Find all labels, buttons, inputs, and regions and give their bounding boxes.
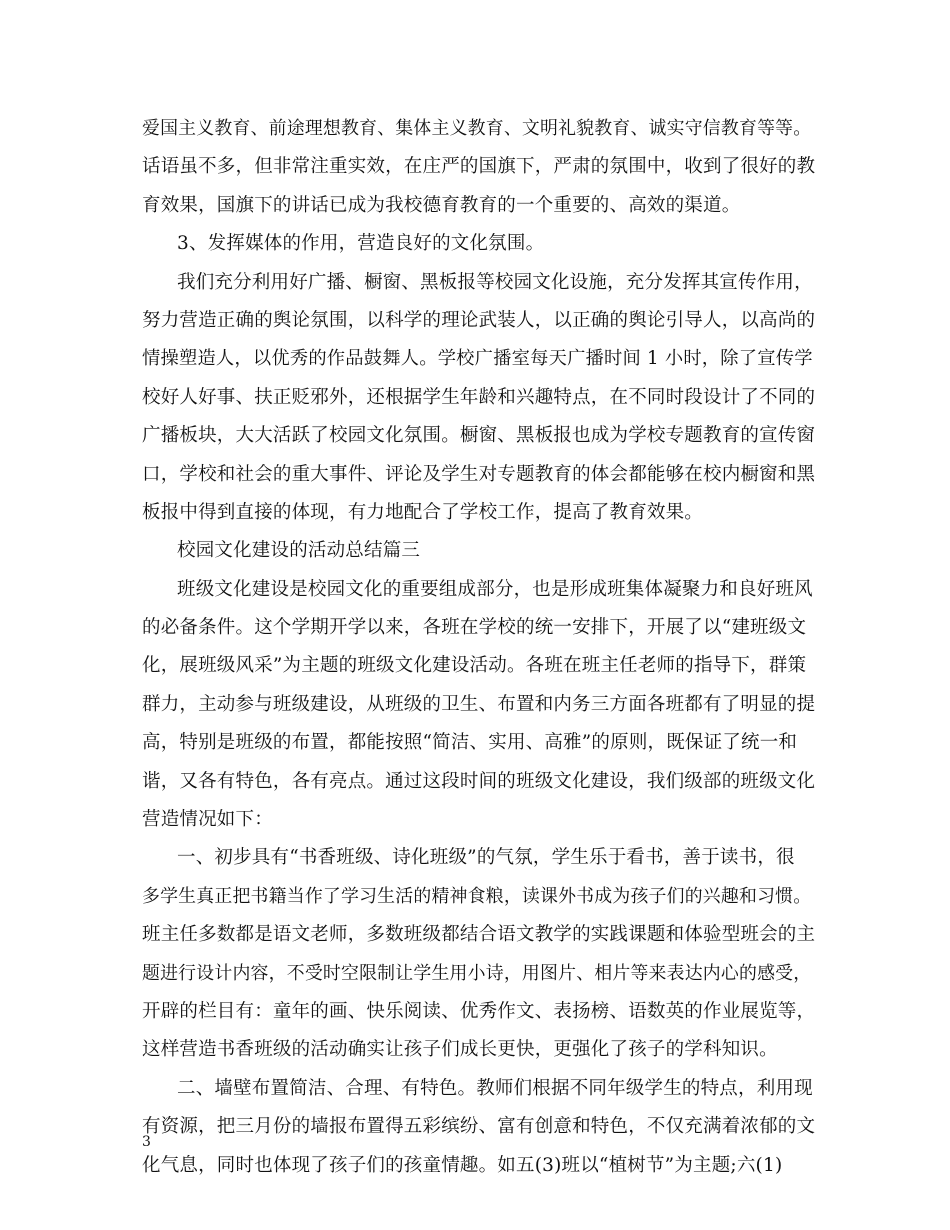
text-line: 广播板块，大大活跃了校园文化氛围。橱窗、黑板报也成为学校专题教育的宣传窗 (142, 425, 816, 447)
text-line: 化气息，同时也体现了孩子们的孩童情趣。如五(3)班以“植树节”为主题;六(1) (142, 1154, 783, 1176)
document-body (142, 110, 818, 1185)
text-line: 话语虽不多，但非常注重实效，在庄严的国旗下，严肃的氛围中，收到了很好的教 (142, 156, 816, 178)
text-line: 一、初步具有“书香班级、诗化班级”的气氛，学生乐于看书，善于读书，很 (177, 847, 795, 869)
text-line: 的必备条件。这个学期开学以来，各班在学校的统一安排下，开展了以“建班级文 (142, 617, 807, 639)
text-line: 化，展班级风采”为主题的班级文化建设活动。各班在班主任老师的指导下，群策 (142, 655, 807, 677)
text-line: 我们充分利用好广播、橱窗、黑板报等校园文化设施，充分发挥其宣传作用， (177, 271, 813, 293)
text-line: 3、发挥媒体的作用，营造良好的文化氛围。 (177, 233, 545, 255)
text-line: 二、墙壁布置简洁、合理、有特色。教师们根据不同年级学生的特点，利用现 (177, 1077, 813, 1099)
text-line: 班级文化建设是校园文化的重要组成部分，也是形成班集体凝聚力和良好班风 (177, 578, 813, 600)
text-line: 口，学校和社会的重大事件、评论及学生对专题教育的体会都能够在校内橱窗和黑 (142, 463, 816, 485)
page-number: 3 (142, 1134, 151, 1150)
text-line: 开辟的栏目有：童年的画、快乐阅读、优秀作文、表扬榜、语数英的作业展览等， (142, 1000, 816, 1022)
text-line: 校好人好事、扶正贬邪外，还根据学生年龄和兴趣特点，在不同时段设计了不同的 (142, 386, 816, 408)
text-line: 育效果，国旗下的讲话已成为我校德育教育的一个重要的、高效的渠道。 (142, 194, 741, 216)
text-line: 板报中得到直接的体现，有力地配合了学校工作，提高了教育效果。 (142, 501, 704, 523)
text-line: 谐，又各有特色，各有亮点。通过这段时间的班级文化建设，我们级部的班级文化 (142, 770, 816, 792)
text-line: 班主任多数都是语文老师，多数班级都结合语文教学的实践课题和体验型班会的主 (142, 924, 816, 946)
text-line: 有资源，把三月份的墙报布置得五彩缤纷、富有创意和特色，不仅充满着浓郁的文 (142, 1116, 816, 1138)
text-line: 题进行设计内容，不受时空限制让学生用小诗，用图片、相片等来表达内心的感受， (142, 962, 812, 984)
text-line: 这样营造书香班级的活动确实让孩子们成长更快，更强化了孩子的学科知识。 (142, 1039, 778, 1061)
text-line: 群力，主动参与班级建设，从班级的卫生、布置和内务三方面各班都有了明显的提 (142, 693, 816, 715)
text-line: 高，特别是班级的布置，都能按照“简洁、实用、高雅”的原则，既保证了统一和 (142, 732, 798, 754)
text-line: 爱国主义教育、前途理想教育、集体主义教育、文明礼貌教育、诚实守信教育等等。 (142, 118, 812, 139)
text-line: 努力营造正确的舆论氛围，以科学的理论武装人，以正确的舆论引导人，以高尚的 (142, 309, 816, 331)
text-line: 校园文化建设的活动总结篇三 (177, 540, 421, 562)
text-line: 多学生真正把书籍当作了学习生活的精神食粮，读课外书成为孩子们的兴趣和习惯。 (142, 885, 812, 907)
text-line: 情操塑造人，以优秀的作品鼓舞人。学校广播室每天广播时间 1 小时，除了宣传学 (142, 348, 813, 370)
text-line: 营造情况如下： (142, 809, 273, 831)
